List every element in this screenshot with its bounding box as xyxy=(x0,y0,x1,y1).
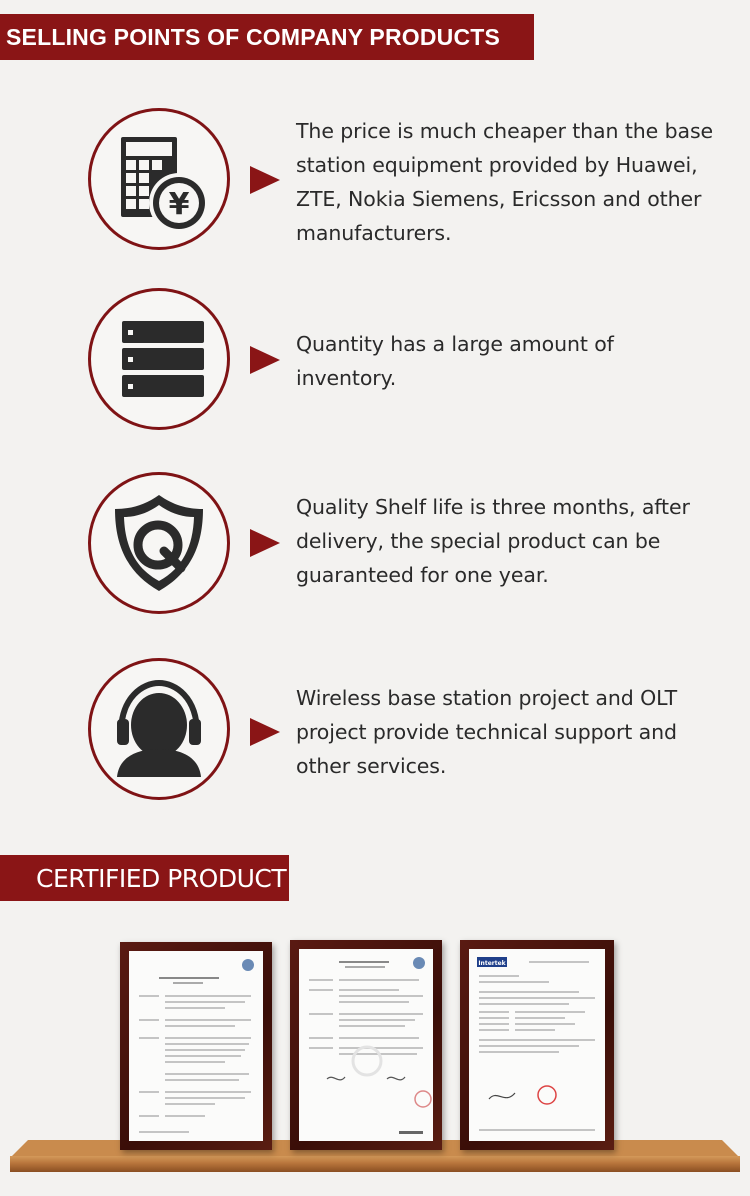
headset-support-icon xyxy=(88,658,230,800)
certified-product-title: CERTIFIED PRODUCT xyxy=(36,863,287,893)
arrow-marker xyxy=(250,718,280,746)
point-text: Quantity has a large amount of inventory. xyxy=(296,332,614,390)
certificate-document-1 xyxy=(129,951,263,1141)
certificate-frame-3 xyxy=(460,940,614,1150)
point-text: The price is much cheaper than the base station equipment provided by Huawei, ZTE, Nokia Siemens, Ericsson and other manufacturers. xyxy=(296,119,714,245)
server-stack-icon xyxy=(88,288,230,430)
selling-points-banner xyxy=(0,14,534,60)
point-text: Wireless base station project and OLT project provide technical support and other services. xyxy=(296,686,678,778)
certified-product-banner xyxy=(0,855,289,901)
selling-points-title: SELLING POINTS OF COMPANY PRODUCTS xyxy=(6,23,501,50)
certificate-frame-2 xyxy=(290,940,442,1150)
certificate-frame-1 xyxy=(120,942,272,1150)
quality-shield-icon xyxy=(88,472,230,614)
arrow-marker xyxy=(250,529,280,557)
intertek-certificate-document xyxy=(469,949,605,1141)
price-calculator-yen-icon xyxy=(88,108,230,250)
intertek-logo: Intertek xyxy=(478,960,506,967)
arrow-marker xyxy=(250,166,280,194)
certificate-document-2 xyxy=(299,949,433,1141)
svg-text:¥: ¥ xyxy=(168,187,190,222)
arrow-marker xyxy=(250,346,280,374)
point-text: Quality Shelf life is three months, after delivery, the special product can be guaranteed for one year. xyxy=(296,495,690,587)
